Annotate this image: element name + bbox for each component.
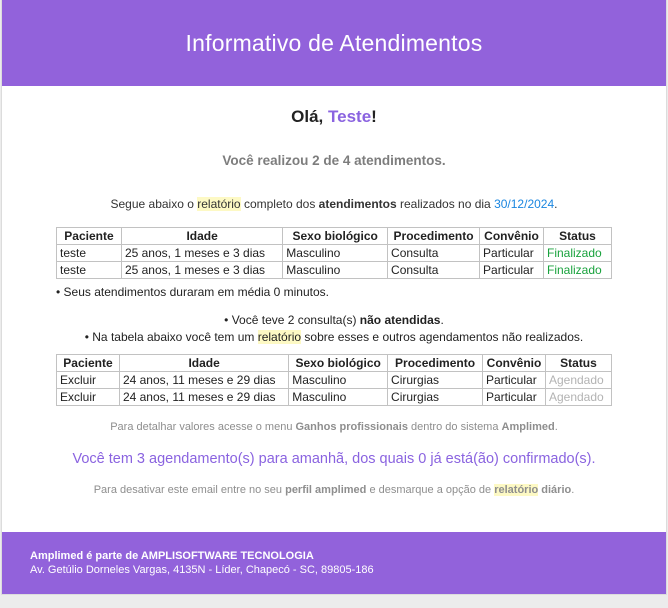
attended-table-header-row (57, 228, 612, 245)
report-note-highlight: relatório (257, 330, 302, 344)
unsubscribe-bold2: diário (538, 484, 572, 496)
col-sexo: Sexo biológico (289, 355, 388, 372)
missed-note-pre: • Você teve 2 consulta(s) (224, 313, 360, 327)
col-convenio: Convênio (480, 228, 544, 245)
report-note (2, 330, 666, 344)
cell-procedimento: Cirurgias (388, 372, 483, 389)
col-idade: Idade (121, 228, 282, 245)
col-paciente: Paciente (57, 228, 122, 245)
avg-duration-note: • Seus atendimentos duraram em média 0 minutos. (56, 285, 329, 299)
report-note-pre: • Na tabela abaixo você tem um (84, 330, 258, 344)
status-badge: Agendado (545, 372, 611, 389)
attended-table (56, 227, 612, 279)
missed-table (56, 354, 612, 406)
page-title: Informativo de Atendimentos (185, 29, 483, 56)
email-footer (2, 532, 666, 594)
col-status: Status (545, 355, 611, 372)
cell-sexo: Masculino (289, 372, 388, 389)
cell-procedimento: Cirurgias (388, 389, 483, 406)
report-date-link[interactable]: 30/12/2024 (494, 197, 555, 211)
report-bold-word: atendimentos (318, 197, 397, 211)
cell-sexo: Masculino (283, 262, 388, 279)
cell-paciente: Excluir (57, 389, 120, 406)
status-badge: Agendado (545, 389, 611, 406)
cell-idade: 24 anos, 11 meses e 29 dias (119, 389, 288, 406)
col-idade: Idade (119, 355, 288, 372)
system-name: Amplimed (501, 421, 555, 433)
earnings-note (2, 421, 666, 433)
greeting (2, 107, 666, 127)
col-procedimento: Procedimento (388, 355, 483, 372)
patient-name: Teste (328, 107, 372, 126)
cell-procedimento: Consulta (388, 245, 480, 262)
table-row (57, 389, 612, 406)
cell-paciente: teste (57, 262, 122, 279)
cell-sexo: Masculino (289, 389, 388, 406)
missed-note-bold: não atendidas (359, 313, 441, 327)
greeting-suffix: ! (371, 107, 377, 126)
earnings-note-end: . (554, 421, 558, 433)
unsubscribe-pre: Para desativar este email entre no seu (93, 484, 286, 496)
unsubscribe-mid: e desmarque a opção de (366, 484, 495, 496)
report-intro-mid: completo dos (240, 197, 319, 211)
report-intro-post: realizados no dia (396, 197, 495, 211)
cell-sexo: Masculino (283, 245, 388, 262)
missed-note-end: . (440, 313, 444, 327)
report-intro-end: . (554, 197, 558, 211)
report-highlight: relatório (197, 197, 241, 211)
cell-procedimento: Consulta (388, 262, 480, 279)
status-badge: Finalizado (544, 245, 612, 262)
col-paciente: Paciente (57, 355, 120, 372)
earnings-note-pre: Para detalhar valores acesse o menu (110, 421, 296, 433)
greeting-prefix: Olá, (291, 107, 329, 126)
email-card (1, 0, 667, 595)
unsubscribe-end: . (571, 484, 575, 496)
report-intro-line (2, 197, 666, 211)
report-note-post: sobre esses e outros agendamentos não realizados. (301, 330, 584, 344)
unsubscribe-note (2, 484, 666, 496)
cell-convenio: Particular (483, 372, 546, 389)
email-body (2, 107, 666, 532)
footer-company-line: Amplimed é parte de AMPLISOFTWARE TECNOLOGIA (30, 550, 314, 562)
profile-link-text: perfil amplimed (285, 484, 367, 496)
status-badge: Finalizado (544, 262, 612, 279)
table-row (57, 262, 612, 279)
report-intro-pre: Segue abaixo o (110, 197, 198, 211)
cell-convenio: Particular (483, 389, 546, 406)
table-row (57, 372, 612, 389)
avg-duration-wrap (56, 285, 612, 299)
unsubscribe-highlight: relatório (494, 484, 539, 496)
col-sexo: Sexo biológico (283, 228, 388, 245)
earnings-note-mid: dentro do sistema (407, 421, 502, 433)
missed-table-header-row (57, 355, 612, 372)
earnings-menu-name: Ganhos profissionais (295, 421, 408, 433)
cell-idade: 25 anos, 1 meses e 3 dias (121, 262, 282, 279)
email-header (2, 0, 666, 86)
tomorrow-notice: Você tem 3 agendamento(s) para amanhã, dos quais 0 já está(ão) confirmado(s). (72, 451, 596, 467)
cell-convenio: Particular (480, 245, 544, 262)
cell-paciente: teste (57, 245, 122, 262)
missed-note (2, 313, 666, 327)
footer-address-line: Av. Getúlio Dorneles Vargas, 4135N - Líder, Chapecó - SC, 89805-186 (30, 564, 374, 576)
cell-paciente: Excluir (57, 372, 120, 389)
attendance-summary: Você realizou 2 de 4 atendimentos. (222, 153, 446, 168)
col-procedimento: Procedimento (388, 228, 480, 245)
cell-idade: 24 anos, 11 meses e 29 dias (119, 372, 288, 389)
cell-idade: 25 anos, 1 meses e 3 dias (121, 245, 282, 262)
table-row (57, 245, 612, 262)
col-status: Status (544, 228, 612, 245)
cell-convenio: Particular (480, 262, 544, 279)
col-convenio: Convênio (483, 355, 546, 372)
